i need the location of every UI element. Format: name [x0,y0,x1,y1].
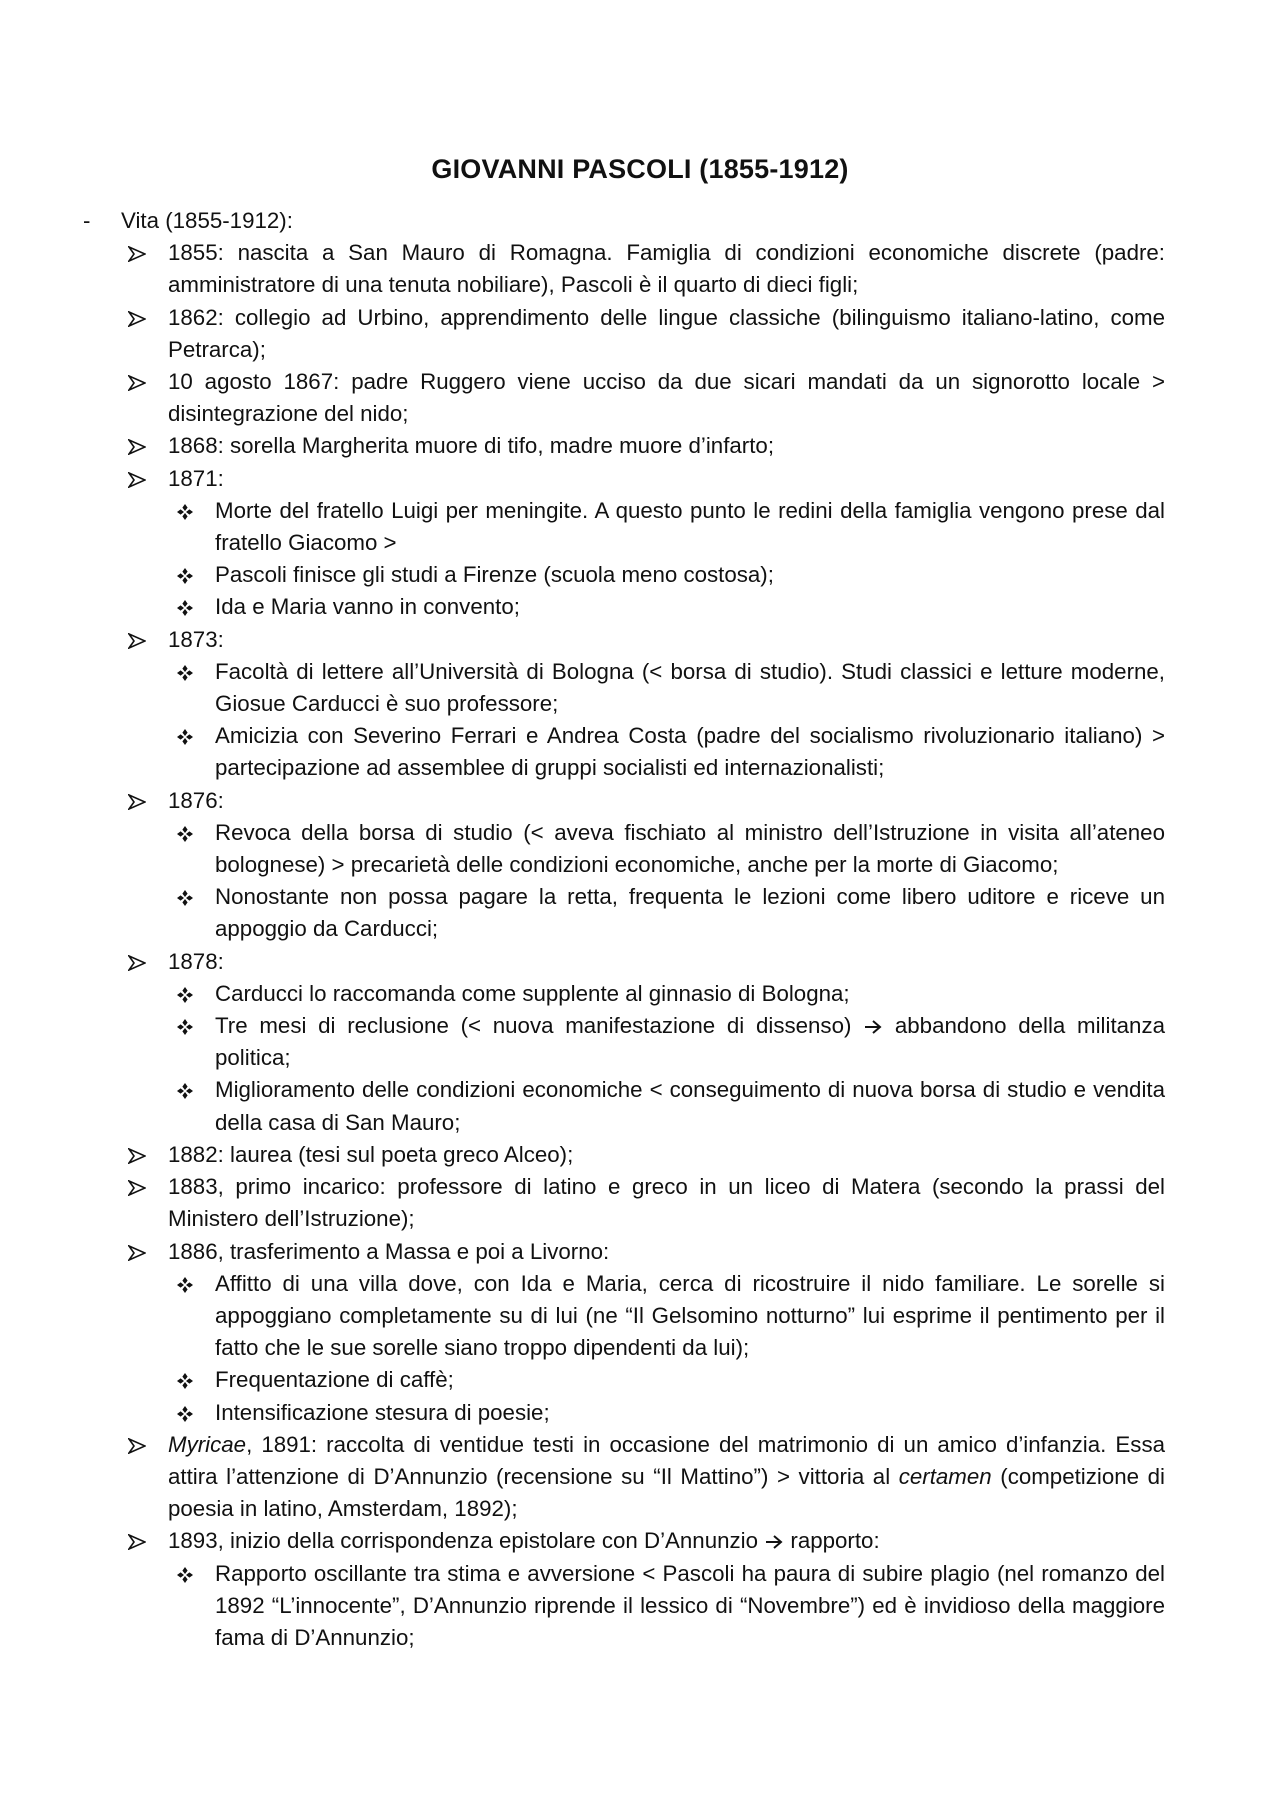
sub-list-item: Affitto di una villa dove, con Ida e Maria, cerca di ricostruire il nido familiare. Le sorelle si appoggiano completamente su di lui (ne “Il Gelsomino notturno” lui esprime il pentimento per il fatto che le sue sorelle siano troppo dipendenti da lui); [215,1268,1165,1365]
sub-list-item: Pascoli finisce gli studi a Firenze (scuola meno costosa); [215,559,1165,591]
sub-list-item: Amicizia con Severino Ferrari e Andrea Costa (padre del socialismo rivoluzionario italiano) > partecipazione ad assemblee di gruppi socialisti ed internazionalisti; [215,720,1165,784]
right-arrow-icon [764,1534,784,1550]
sub-list-item: Rapporto oscillante tra stima e avversione < Pascoli ha paura di subire plagio (nel romanzo del 1892 “L’innocente”, D’Annunzio riprende il lessico di “Novembre”) ed è invidioso della maggiore fama di D’Annunzio; [215,1558,1165,1655]
sub-list-item: Intensificazione stesura di poesie; [215,1397,1165,1429]
four-diamond-bullet-icon [177,1567,193,1583]
list-item: 1862: collegio ad Urbino, apprendimento delle lingue classiche (bilinguismo italiano-latino, come Petrarca); [168,302,1165,366]
sub-list-item: Revoca della borsa di studio (< aveva fischiato al ministro dell’Istruzione in visita all’ateneo bolognese) > precarietà delle condizioni economiche, anche per la morte di Giacomo; [215,817,1165,881]
list-item: 1873: [168,624,1165,656]
sub-list-item: Miglioramento delle condizioni economiche < conseguimento di nuova borsa di studio e vendita della casa di San Mauro; [215,1074,1165,1138]
arrowhead-bullet-icon [128,472,146,488]
arrowhead-bullet-icon [128,1438,146,1454]
arrowhead-bullet-icon [128,955,146,971]
sub-list-item: Nonostante non possa pagare la retta, frequenta le lezioni come libero uditore e riceve un appoggio da Carducci; [215,881,1165,945]
sub-list-item: Tre mesi di reclusione (< nuova manifestazione di dissenso) abbandono della militanza politica; [215,1010,1165,1074]
four-diamond-bullet-icon [177,1406,193,1422]
four-diamond-bullet-icon [177,1373,193,1389]
arrowhead-bullet-icon [128,375,146,391]
four-diamond-bullet-icon [177,826,193,842]
arrowhead-bullet-icon [128,1245,146,1261]
four-diamond-bullet-icon [177,665,193,681]
four-diamond-bullet-icon [177,1019,193,1035]
section-label: Vita (1855-1912): [121,208,293,233]
four-diamond-bullet-icon [177,1277,193,1293]
arrowhead-bullet-icon [128,439,146,455]
four-diamond-bullet-icon [177,504,193,520]
sub-list-item: Carducci lo raccomanda come supplente al ginnasio di Bologna; [215,978,1165,1010]
four-diamond-bullet-icon [177,600,193,616]
list-item: 1871: [168,463,1165,495]
list-item: 1878: [168,946,1165,978]
list-item: 1882: laurea (tesi sul poeta greco Alceo); [168,1139,1165,1171]
list-item: Myricae, 1891: raccolta di ventidue testi in occasione del matrimonio di un amico d’infanzia. Essa attira l’attenzione di D’Annunzio (recensione su “Il Mattino”) > vittoria al certamen (competizione di poesia in latino, Amsterdam, 1892); [168,1429,1165,1526]
four-diamond-bullet-icon [177,987,193,1003]
list-item: 1855: nascita a San Mauro di Romagna. Famiglia di condizioni economiche discrete (padre: amministratore di una tenuta nobiliare), Pascoli è il quarto di dieci figli; [168,237,1165,301]
list-item: 10 agosto 1867: padre Ruggero viene ucciso da due sicari mandati da un signorotto locale > disintegrazione del nido; [168,366,1165,430]
list-item: 1883, primo incarico: professore di latino e greco in un liceo di Matera (secondo la prassi del Ministero dell’Istruzione); [168,1171,1165,1235]
sub-list-item: Ida e Maria vanno in convento; [215,591,1165,623]
four-diamond-bullet-icon [177,890,193,906]
dash-bullet: - [83,208,91,233]
right-arrow-icon [863,1019,883,1035]
sub-list-item: Facoltà di lettere all’Università di Bologna (< borsa di studio). Studi classici e letture moderne, Giosue Carducci è suo professore; [215,656,1165,720]
list-item: 1886, trasferimento a Massa e poi a Livorno: [168,1236,1165,1268]
list-item: 1893, inizio della corrispondenza epistolare con D’Annunzio rapporto: [168,1525,1165,1557]
arrowhead-bullet-icon [128,311,146,327]
section-vita [83,205,1165,237]
arrowhead-bullet-icon [128,1180,146,1196]
four-diamond-bullet-icon [177,729,193,745]
arrowhead-bullet-icon [128,633,146,649]
document-body [83,205,1165,1654]
arrowhead-bullet-icon [128,246,146,262]
arrowhead-bullet-icon [128,1534,146,1550]
sub-list-item: Morte del fratello Luigi per meningite. A questo punto le redini della famiglia vengono prese dal fratello Giacomo > [215,495,1165,559]
arrowhead-bullet-icon [128,794,146,810]
sub-list-item: Frequentazione di caffè; [215,1364,1165,1396]
page-title: GIOVANNI PASCOLI (1855-1912) [431,154,849,184]
arrowhead-bullet-icon [128,1148,146,1164]
list-item: 1868: sorella Margherita muore di tifo, madre muore d’infarto; [168,430,1165,462]
list-item: 1876: [168,785,1165,817]
four-diamond-bullet-icon [177,568,193,584]
four-diamond-bullet-icon [177,1083,193,1099]
